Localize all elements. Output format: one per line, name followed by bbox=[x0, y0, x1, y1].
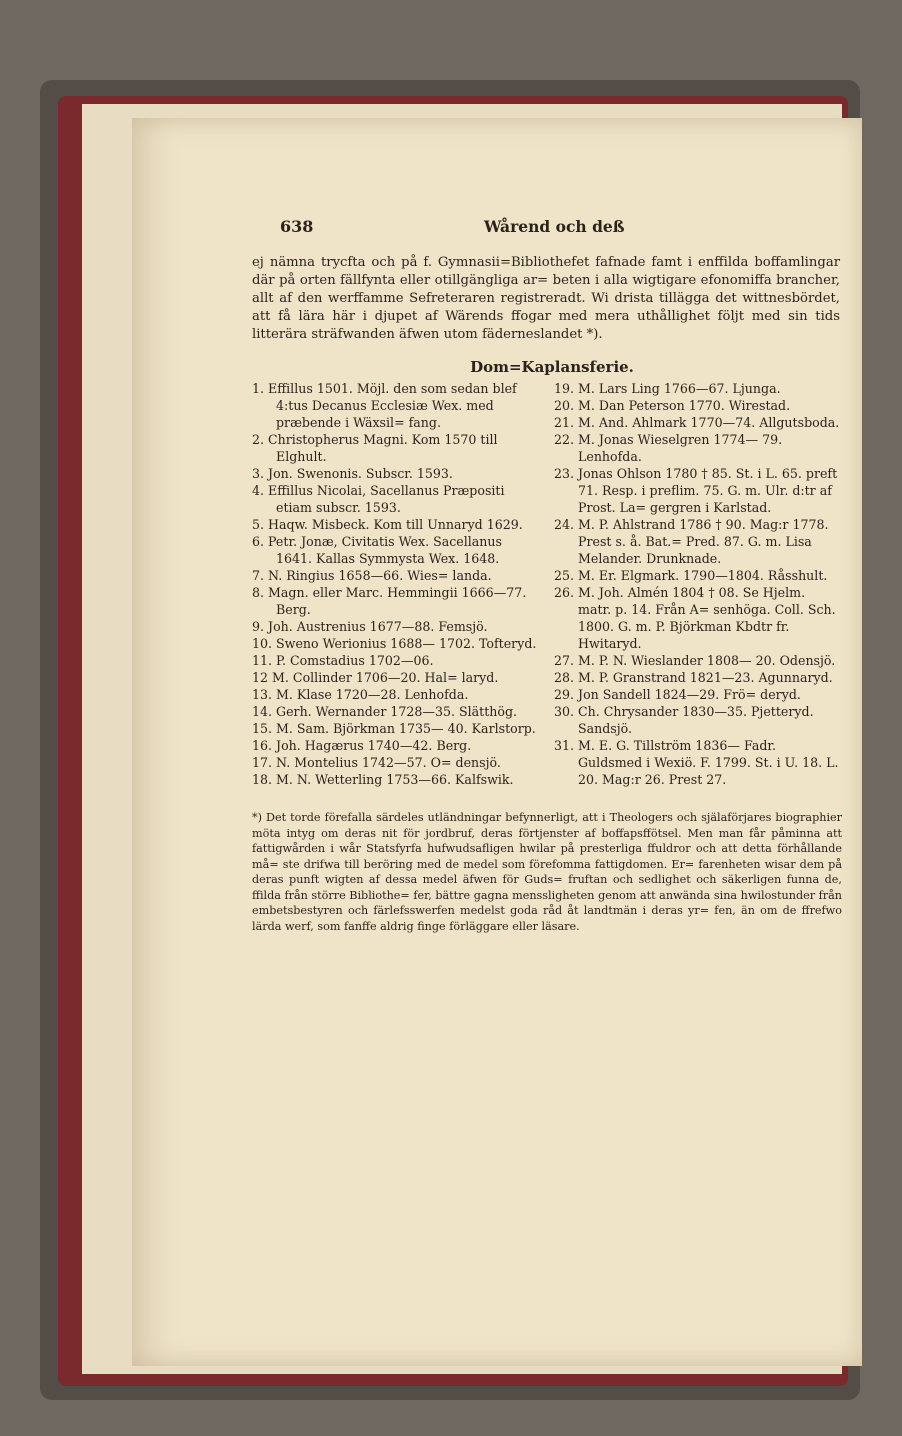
entry-item: 1. Effillus 1501. Möjl. den som sedan blef 4:tus Decanus Ecclesiæ Wex. med præbende i Wäxsil= fang. bbox=[252, 381, 517, 430]
entry-item: 16. Joh. Hagærus 1740—42. Berg. bbox=[252, 738, 472, 753]
entry-item: 20. M. Dan Peterson 1770. Wirestad. bbox=[554, 398, 791, 413]
page-header bbox=[252, 216, 852, 248]
entry-columns bbox=[252, 380, 852, 788]
page-number: 638 bbox=[280, 217, 314, 236]
entry-item: 8. Magn. eller Marc. Hemmingii 1666—77. Berg. bbox=[252, 585, 527, 617]
intro-paragraph: ej nämna trycfta och på f. Gymnasii=Bibliothefet fafnade famt i enffilda boffamlingar där på orten fällfynta eller otillgängliga ar= beten i alla wigtigare efonomiffa brancher, allt af den werffamme Sefreteraren registreradt. Wi drista tillägga det wittnesbördet, att få lära här i djupet af Wärends ffogar med mera uthållighet följt med sin tids litterära sträfwanden äfwen utom fäderneslandet *). bbox=[252, 255, 840, 342]
entry-item: 29. Jon Sandell 1824—29. Frö= deryd. bbox=[554, 687, 801, 702]
entry-item: 17. N. Montelius 1742—57. O= densjö. bbox=[252, 755, 501, 770]
entry-item: 30. Ch. Chrysander 1830—35. Pjetteryd. Sandsjö. bbox=[554, 704, 814, 736]
entry-item: 31. M. E. G. Tillström 1836— Fadr. Guldsmed i Wexiö. F. 1799. St. i U. 18. L. 20. Mag:r 26. Prest 27. bbox=[554, 738, 839, 787]
entry-item: 15. M. Sam. Björkman 1735— 40. Karlstorp. bbox=[252, 721, 536, 736]
entry-item: 11. P. Comstadius 1702—06. bbox=[252, 653, 434, 668]
section-title: Dom=Kaplansferie. bbox=[470, 358, 634, 376]
entry-item: 13. M. Klase 1720—28. Lenhofda. bbox=[252, 687, 469, 702]
entry-item: 7. N. Ringius 1658—66. Wies= landa. bbox=[252, 568, 492, 583]
entry-item: 27. M. P. N. Wieslander 1808— 20. Odensjö. bbox=[554, 653, 836, 668]
entry-item: 3. Jon. Swenonis. Subscr. 1593. bbox=[252, 466, 453, 481]
entry-item: 12 M. Collinder 1706—20. Hal= laryd. bbox=[252, 670, 499, 685]
entry-item: 21. M. And. Ahlmark 1770—74. Allgutsboda. bbox=[554, 415, 840, 430]
entry-item: 25. M. Er. Elgmark. 1790—1804. Råsshult. bbox=[554, 568, 828, 583]
entry-item: 24. M. P. Ahlstrand 1786 † 90. Mag:r 1778. Prest s. å. Bat.= Pred. 87. G. m. Lisa Melander. Drunknade. bbox=[554, 517, 829, 566]
entry-item: 28. M. P. Granstrand 1821—23. Agunnaryd. bbox=[554, 670, 833, 685]
right-column bbox=[554, 380, 842, 788]
entry-item: 23. Jonas Ohlson 1780 † 85. St. i L. 65. preft 71. Resp. i preflim. 75. G. m. Ulr. d:tr af Prost. La= gergren i Karlstad. bbox=[554, 466, 838, 515]
entry-item: 10. Sweno Werionius 1688— 1702. Tofteryd. bbox=[252, 636, 537, 651]
entry-item: 6. Petr. Jonæ, Civitatis Wex. Sacellanus 1641. Kallas Symmysta Wex. 1648. bbox=[252, 534, 502, 566]
entry-item: 9. Joh. Austrenius 1677—88. Femsjö. bbox=[252, 619, 488, 634]
entry-item: 19. M. Lars Ling 1766—67. Ljunga. bbox=[554, 381, 781, 396]
running-head: Wårend och deß bbox=[484, 217, 625, 236]
entry-item: 14. Gerh. Wernander 1728—35. Slätthög. bbox=[252, 704, 518, 719]
page-content bbox=[252, 216, 852, 945]
entry-item: 26. M. Joh. Almén 1804 † 08. Se Hjelm. matr. p. 14. Från A= senhöga. Coll. Sch. 1800. G. m. P. Björkman Kbdtr fr. Hwitaryd. bbox=[554, 585, 836, 651]
footnote: *) Det torde förefalla särdeles utländningar befynnerligt, att i Theologers och själaförjares biographier möta intyg om deras nit för jordbruf, deras förtjenster af boffapsffötsel. Men man får påminna att fattigwården i wår Statsfyrfa hufwudsafligen hwilar på presterliga ffuldror och att detta förhållande må= ste drifwa till beröring med de medel som förefomma fattigdomen. Er= farenheten wisar dem på deras punft wigten af dessa medel äfwen för Guds= fruftan och sedlighet och säkerligen funna de, ffilda från större Bibliothe= fer, bättre gagna menssligheten genom att anwända sina hwilostunder från embetsbestyren och färlefsswerfen medelst goda råd åt landtmän i deras yr= fen, än om de ffrefwo lärda werf, som fanffe aldrig finge förläggare eller läsare. bbox=[252, 811, 843, 933]
entry-item: 5. Haqw. Misbeck. Kom till Unnaryd 1629. bbox=[252, 517, 523, 532]
entry-item: 2. Christopherus Magni. Kom 1570 till Elghult. bbox=[252, 432, 498, 464]
entry-item: 4. Effillus Nicolai, Sacellanus Præpositi etiam subscr. 1593. bbox=[252, 483, 505, 515]
entry-item: 18. M. N. Wetterling 1753—66. Kalfswik. bbox=[252, 772, 514, 787]
entry-item: 22. M. Jonas Wieselgren 1774— 79. Lenhofda. bbox=[554, 432, 783, 464]
left-column bbox=[252, 380, 540, 788]
